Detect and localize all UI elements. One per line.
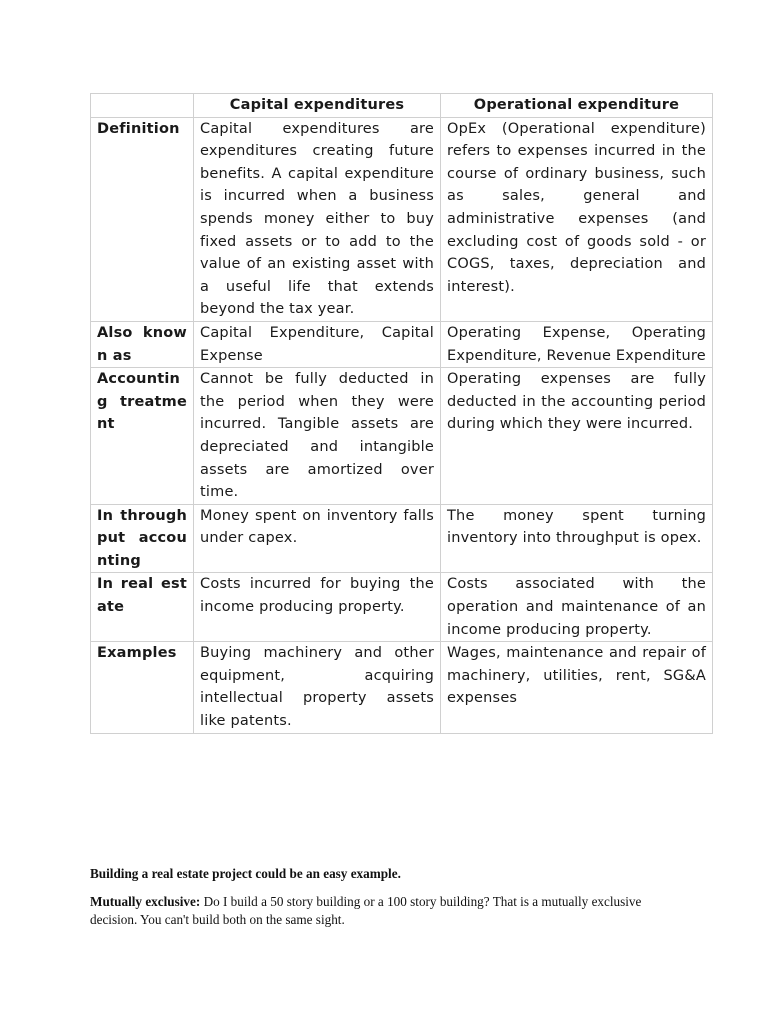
capex-cell: Money spent on inventory falls under capex. <box>194 504 441 573</box>
capex-cell: Cannot be fully deducted in the period when they were incurred. Tangible assets are depreciated and intangible assets are amortized over time. <box>194 368 441 505</box>
capex-cell: Buying machinery and other equipment, acquiring intellectual property assets like patents. <box>194 642 441 733</box>
capex-cell: Costs incurred for buying the income producing property. <box>194 573 441 642</box>
capex-cell: Capital expenditures are expenditures creating future benefits. A capital expenditure is incurred when a business spends money either to buy fixed assets or to add to the value of an existing asset with a useful life that extends beyond the tax year. <box>194 117 441 321</box>
header-empty-cell <box>91 94 194 118</box>
capex-cell: Capital Expenditure, Capital Expense <box>194 321 441 367</box>
table-row-real-estate <box>91 573 713 642</box>
mutually-exclusive-paragraph <box>90 893 690 929</box>
row-label: Examples <box>91 642 194 733</box>
row-label: Also known as <box>91 321 194 367</box>
table-row-examples <box>91 642 713 733</box>
opex-cell: OpEx (Operational expenditure) refers to expenses incurred in the course of ordinary business, such as sales, general and administrative expenses (and excluding cost of goods sold - or COGS, taxes, depreciation and interest). <box>441 117 713 321</box>
table-row-definition <box>91 117 713 321</box>
mutually-exclusive-body: Do I build a 50 story building or a 100 story building? That is a mutually exclusive decision. You can't build both on the same sight. <box>90 894 642 928</box>
opex-cell: Wages, maintenance and repair of machinery, utilities, rent, SG&A expenses <box>441 642 713 733</box>
opex-cell: The money spent turning inventory into throughput is opex. <box>441 504 713 573</box>
opex-cell: Operating expenses are fully deducted in the accounting period during which they were incurred. <box>441 368 713 505</box>
table-header-row <box>91 94 713 118</box>
row-label: In throughput accounting <box>91 504 194 573</box>
table-row-also-known-as <box>91 321 713 367</box>
table-row-throughput-accounting <box>91 504 713 573</box>
capex-opex-comparison-table <box>90 93 713 734</box>
example-intro-paragraph: Building a real estate project could be an easy example. <box>90 866 401 882</box>
row-label: Accounting treatment <box>91 368 194 505</box>
row-label: Definition <box>91 117 194 321</box>
row-label: In real estate <box>91 573 194 642</box>
table-row-accounting-treatment <box>91 368 713 505</box>
opex-cell: Operating Expense, Operating Expenditure, Revenue Expenditure <box>441 321 713 367</box>
mutually-exclusive-term: Mutually exclusive: <box>90 894 201 910</box>
header-operational-expenditure: Operational expenditure <box>441 94 713 118</box>
header-capital-expenditures: Capital expenditures <box>194 94 441 118</box>
opex-cell: Costs associated with the operation and maintenance of an income producing property. <box>441 573 713 642</box>
